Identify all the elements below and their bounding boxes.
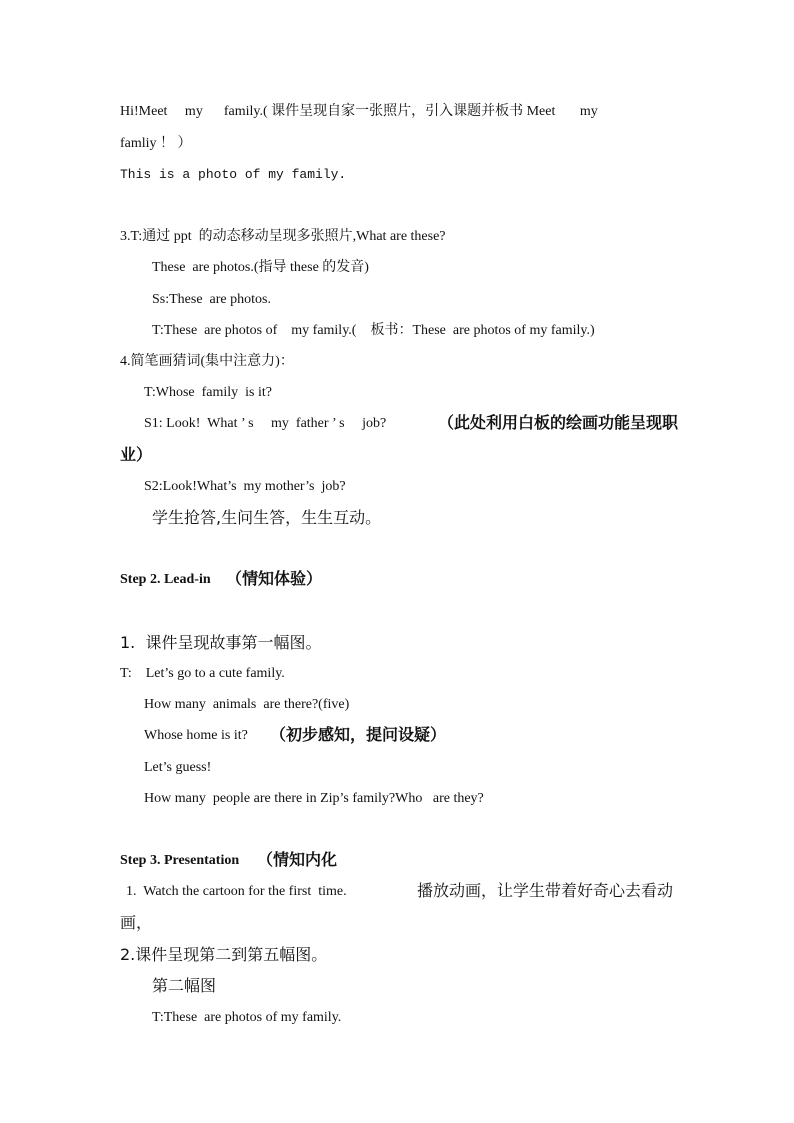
- text-line: 学生抢答,生问生答，生生互动。: [152, 508, 382, 527]
- text-line-note: （此处利用白板的绘画功能呈现职: [438, 413, 679, 432]
- text-line: famliy ！ ）: [120, 136, 192, 151]
- text-line: 2.课件呈现第二到第五幅图。: [120, 945, 328, 964]
- text-line: 3.T:通过 ppt 的动态移动呈现多张照片,What are these?: [120, 229, 446, 244]
- section-heading-note: （情知内化: [257, 850, 338, 869]
- section-heading-note: （情知体验）: [226, 569, 323, 588]
- text-line: T: Let’s go to a cute family.: [120, 666, 285, 681]
- text-line: Ss:These are photos.: [152, 292, 271, 307]
- section-heading: Step 3. Presentation: [120, 853, 240, 868]
- text-line: 第二幅图: [152, 976, 217, 995]
- text-line: 1. Watch the cartoon for the first time.: [126, 884, 347, 899]
- text-line: This is a photo of my family.: [120, 167, 347, 182]
- text-line: 4.简笔画猜词(集中注意力)：: [120, 354, 294, 369]
- text-line: T:These are photos of my family.( 板书：These are photos of my family.): [152, 323, 595, 338]
- text-line-note: （初步感知，提问设疑）: [270, 725, 447, 744]
- text-line: 1. 课件呈现故事第一幅图。: [120, 633, 322, 652]
- text-line: T:Whose family is it?: [144, 385, 272, 400]
- section-heading: Step 2. Lead-in: [120, 572, 211, 587]
- text-line: S1: Look! What ’ s my father ’ s job?: [144, 416, 387, 431]
- text-line: How many people are there in Zip’s family?Who are they?: [144, 791, 484, 806]
- text-line: Whose home is it?: [144, 728, 248, 743]
- text-line: Let’s guess!: [144, 760, 212, 775]
- text-line: These are photos.(指导 these 的发音): [152, 260, 369, 275]
- text-line: T:These are photos of my family.: [152, 1010, 342, 1025]
- text-line: 业）: [120, 445, 153, 464]
- text-line: S2:Look!What’s my mother’s job?: [144, 479, 346, 494]
- text-line: How many animals are there?(five): [144, 697, 350, 712]
- text-line: 画，: [120, 913, 153, 932]
- text-line-note: 播放动画，让学生带着好奇心去看动: [417, 881, 674, 900]
- text-line: Hi!Meet my family.( 课件呈现自家一张照片，引入课题并板书 Meet my: [120, 104, 598, 119]
